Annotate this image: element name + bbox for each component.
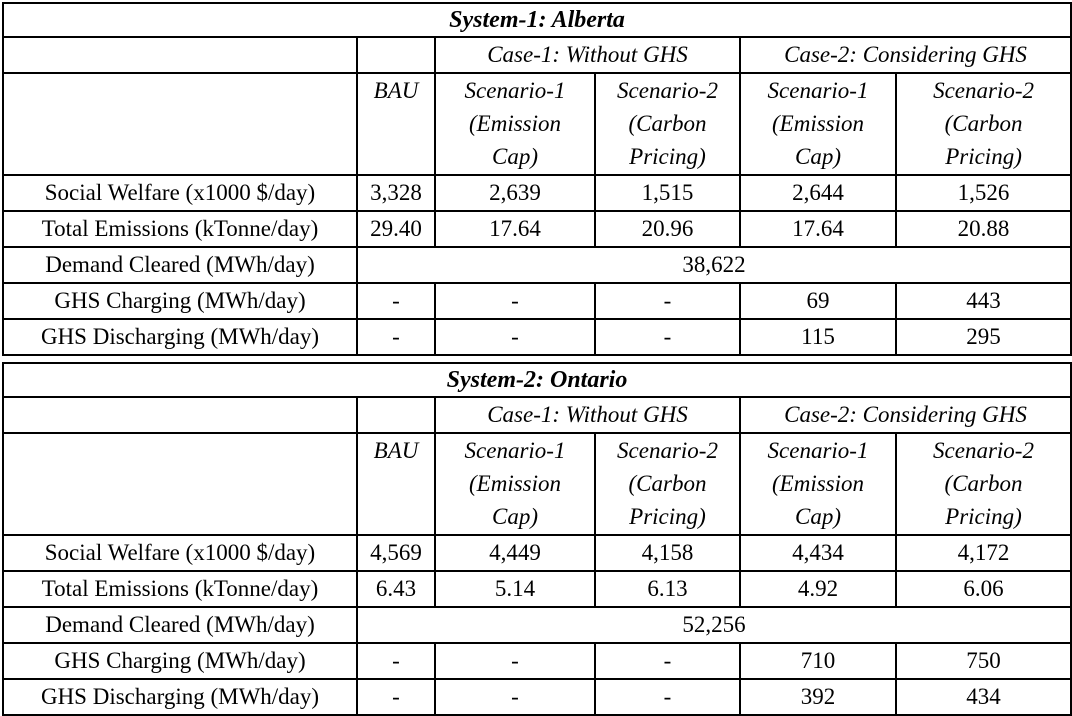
table2-case2-scenario1-header: Scenario-1 (Emission Cap) — [740, 433, 896, 535]
table-row — [3, 535, 1071, 571]
merged-value-cell: 52,256 — [357, 607, 1071, 643]
row-label: Social Welfare (x1000 $/day) — [3, 535, 357, 571]
table-row — [3, 397, 1071, 433]
value-cell: - — [357, 283, 435, 319]
value-cell: 17.64 — [435, 211, 595, 247]
value-cell: - — [595, 319, 740, 355]
table1-bau-header: BAU — [357, 73, 435, 175]
table1-case1-scenario1-header: Scenario-1 (Emission Cap) — [435, 73, 595, 175]
value-cell: 6.43 — [357, 571, 435, 607]
value-cell: 20.88 — [896, 211, 1071, 247]
table2-bau-header: BAU — [357, 433, 435, 535]
table2-case1-scenario1-header: Scenario-1 (Emission Cap) — [435, 433, 595, 535]
table1-case1-header: Case-1: Without GHS — [435, 37, 740, 73]
table2-case2-scenario2-header: Scenario-2 (Carbon Pricing) — [896, 433, 1071, 535]
value-cell: - — [595, 679, 740, 715]
value-cell: - — [595, 643, 740, 679]
row-label: Demand Cleared (MWh/day) — [3, 607, 357, 643]
row-label: Social Welfare (x1000 $/day) — [3, 175, 357, 211]
table-row — [3, 433, 1071, 535]
table2-case2-header: Case-2: Considering GHS — [740, 397, 1071, 433]
value-cell: 434 — [896, 679, 1071, 715]
value-cell: 4,449 — [435, 535, 595, 571]
table1-case1-scenario2-header: Scenario-2 (Carbon Pricing) — [595, 73, 740, 175]
value-cell: - — [357, 643, 435, 679]
table2-case1-scenario2-header: Scenario-2 (Carbon Pricing) — [595, 433, 740, 535]
value-cell: 3,328 — [357, 175, 435, 211]
table-row — [3, 363, 1071, 397]
value-cell: 20.96 — [595, 211, 740, 247]
value-cell: - — [357, 319, 435, 355]
empty-cell — [3, 73, 357, 175]
value-cell: 2,639 — [435, 175, 595, 211]
row-label: GHS Discharging (MWh/day) — [3, 679, 357, 715]
table-row — [3, 37, 1071, 73]
table1-title: System-1: Alberta — [3, 3, 1071, 37]
value-cell: 4,569 — [357, 535, 435, 571]
table-row — [3, 3, 1071, 37]
system-1-alberta-table — [2, 2, 1072, 356]
empty-cell — [3, 397, 357, 433]
value-cell: - — [435, 319, 595, 355]
value-cell: 4,158 — [595, 535, 740, 571]
value-cell: 710 — [740, 643, 896, 679]
empty-cell — [357, 37, 435, 73]
row-label: Demand Cleared (MWh/day) — [3, 247, 357, 283]
table-row — [3, 319, 1071, 355]
value-cell: 443 — [896, 283, 1071, 319]
value-cell: 2,644 — [740, 175, 896, 211]
value-cell: 4.92 — [740, 571, 896, 607]
value-cell: 29.40 — [357, 211, 435, 247]
row-label: GHS Charging (MWh/day) — [3, 643, 357, 679]
table-row — [3, 679, 1071, 715]
table-row — [3, 175, 1071, 211]
value-cell: - — [435, 283, 595, 319]
system-2-ontario-table — [2, 362, 1072, 716]
value-cell: 6.06 — [896, 571, 1071, 607]
table1-case2-scenario1-header: Scenario-1 (Emission Cap) — [740, 73, 896, 175]
value-cell: 4,172 — [896, 535, 1071, 571]
row-label: Total Emissions (kTonne/day) — [3, 571, 357, 607]
value-cell: - — [435, 643, 595, 679]
table-row — [3, 73, 1071, 175]
empty-cell — [3, 37, 357, 73]
table2-case1-header: Case-1: Without GHS — [435, 397, 740, 433]
empty-cell — [3, 433, 357, 535]
table2-title: System-2: Ontario — [3, 363, 1071, 397]
value-cell: - — [357, 679, 435, 715]
table-row — [3, 211, 1071, 247]
table-row — [3, 643, 1071, 679]
value-cell: 6.13 — [595, 571, 740, 607]
value-cell: 1,526 — [896, 175, 1071, 211]
value-cell: 392 — [740, 679, 896, 715]
value-cell: - — [595, 283, 740, 319]
table-row — [3, 607, 1071, 643]
table1-case2-scenario2-header: Scenario-2 (Carbon Pricing) — [896, 73, 1071, 175]
merged-value-cell: 38,622 — [357, 247, 1071, 283]
value-cell: 17.64 — [740, 211, 896, 247]
table1-case2-header: Case-2: Considering GHS — [740, 37, 1071, 73]
value-cell: - — [435, 679, 595, 715]
row-label: GHS Charging (MWh/day) — [3, 283, 357, 319]
row-label: GHS Discharging (MWh/day) — [3, 319, 357, 355]
table-row — [3, 283, 1071, 319]
value-cell: 295 — [896, 319, 1071, 355]
table-row — [3, 571, 1071, 607]
value-cell: 1,515 — [595, 175, 740, 211]
table-row — [3, 247, 1071, 283]
value-cell: 5.14 — [435, 571, 595, 607]
value-cell: 4,434 — [740, 535, 896, 571]
row-label: Total Emissions (kTonne/day) — [3, 211, 357, 247]
value-cell: 115 — [740, 319, 896, 355]
value-cell: 69 — [740, 283, 896, 319]
empty-cell — [357, 397, 435, 433]
value-cell: 750 — [896, 643, 1071, 679]
